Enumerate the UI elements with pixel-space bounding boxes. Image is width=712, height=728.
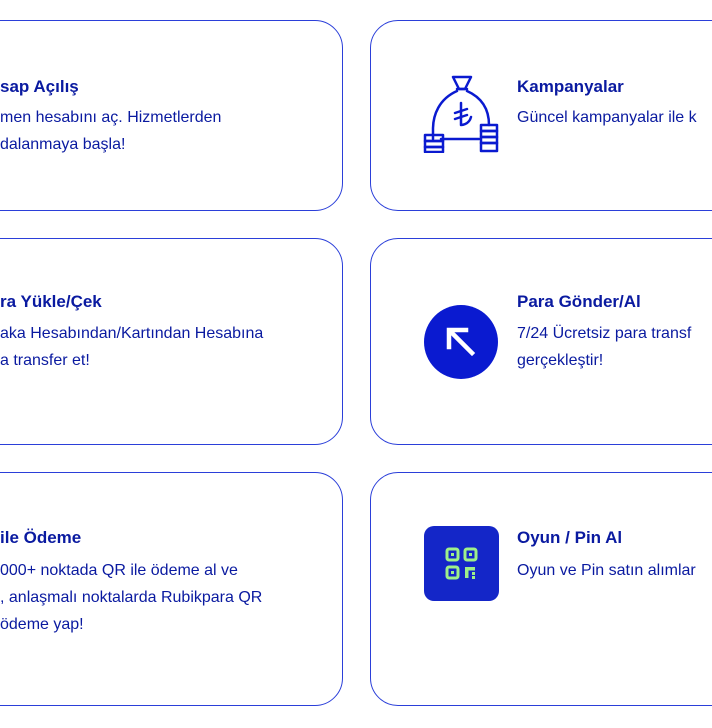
card-description-line: aka Hesabından/Kartından Hesabına (0, 325, 264, 342)
card-title: Oyun / Pin Al (517, 528, 623, 547)
money-bag-icon (423, 73, 501, 153)
card-description (0, 104, 221, 158)
card-description-line: , anlaşmalı noktalarda Rubikpara QR (0, 589, 263, 606)
card-description (517, 320, 691, 374)
card-title: ra Yükle/Çek (0, 292, 102, 311)
card-description-line: 000+ noktada QR ile ödeme al ve (0, 562, 238, 579)
card-description-line: Güncel kampanyalar ile k (517, 109, 697, 126)
card-title: Kampanyalar (517, 77, 624, 96)
card-title: sap Açılış (0, 77, 79, 96)
card-description (517, 104, 697, 131)
card-description-line: dalanmaya başla! (0, 136, 126, 153)
card-description-line: a transfer et! (0, 352, 90, 369)
card-description-line: gerçekleştir! (517, 352, 604, 369)
card-description-line: men hesabını aç. Hizmetlerden (0, 109, 222, 126)
card-description (0, 320, 263, 374)
card-description-line: 7/24 Ücretsiz para transf (517, 325, 692, 342)
card-title: Para Gönder/Al (517, 292, 641, 311)
card-title: ile Ödeme (0, 528, 82, 547)
arrow-up-left-icon (424, 305, 498, 379)
card-description (517, 557, 696, 584)
card-description (0, 557, 262, 638)
qr-code-icon (424, 526, 499, 601)
card-game-pin[interactable] (370, 472, 712, 706)
card-description-line: Oyun ve Pin satın alımlar (517, 562, 696, 579)
card-description-line: ödeme yap! (0, 616, 84, 633)
